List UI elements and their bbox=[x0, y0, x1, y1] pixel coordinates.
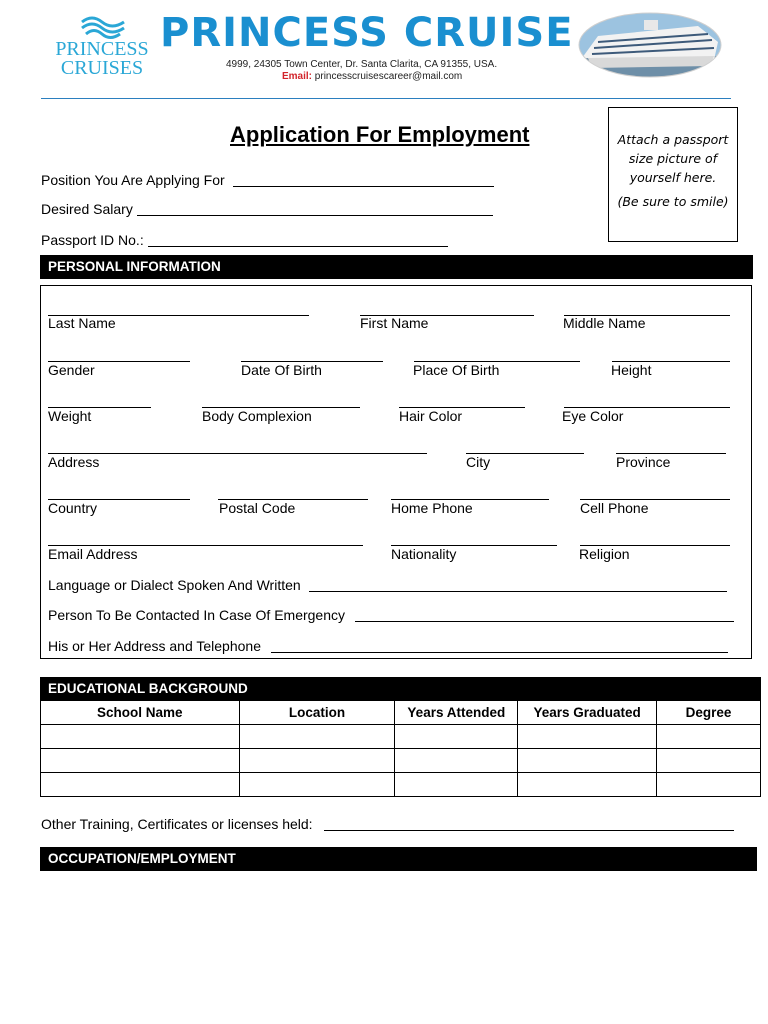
table-cell[interactable] bbox=[657, 725, 761, 749]
table-cell[interactable] bbox=[657, 773, 761, 797]
first-name-label: First Name bbox=[360, 315, 429, 331]
passport-label: Passport ID No.: bbox=[41, 232, 144, 248]
education-header-row bbox=[41, 701, 761, 725]
pob-label: Place Of Birth bbox=[413, 362, 500, 378]
email-label: Email: bbox=[282, 71, 313, 82]
cell-phone-label: Cell Phone bbox=[580, 500, 649, 516]
logo-text-line2: CRUISES bbox=[60, 57, 144, 79]
hair-color-label: Hair Color bbox=[399, 408, 463, 424]
dob-label: Date Of Birth bbox=[241, 362, 322, 378]
occupation-section-header: OCCUPATION/EMPLOYMENT bbox=[40, 847, 757, 871]
column-header: Years Attended bbox=[395, 701, 518, 725]
princess-cruises-logo bbox=[52, 14, 152, 80]
logo-wordmark bbox=[52, 40, 152, 78]
table-cell[interactable] bbox=[657, 749, 761, 773]
page-title: Application For Employment bbox=[230, 122, 530, 147]
other-training-line[interactable] bbox=[324, 830, 734, 831]
home-phone-label: Home Phone bbox=[391, 500, 473, 516]
address-line[interactable] bbox=[48, 453, 427, 454]
salary-input-line[interactable] bbox=[137, 215, 493, 216]
salary-field bbox=[41, 201, 133, 217]
emergency-contact-label: Person To Be Contacted In Case Of Emergency bbox=[48, 607, 346, 623]
education-table bbox=[40, 700, 761, 797]
table-cell[interactable] bbox=[395, 773, 518, 797]
province-label: Province bbox=[616, 454, 671, 470]
table-cell[interactable] bbox=[239, 725, 395, 749]
weight-label: Weight bbox=[48, 408, 92, 424]
table-row bbox=[41, 725, 761, 749]
passport-field bbox=[41, 232, 144, 248]
language-label: Language or Dialect Spoken And Written bbox=[48, 577, 301, 593]
nationality-label: Nationality bbox=[391, 546, 457, 562]
table-cell[interactable] bbox=[41, 749, 240, 773]
other-training-field bbox=[41, 816, 313, 832]
personal-info-box bbox=[40, 285, 752, 659]
table-cell[interactable] bbox=[41, 725, 240, 749]
company-address: 4999, 24305 Town Center, Dr. Santa Clarita, CA 91355, USA. bbox=[226, 59, 498, 70]
other-training-label: Other Training, Certificates or licenses held: bbox=[41, 816, 313, 832]
last-name-label: Last Name bbox=[48, 315, 116, 331]
table-cell[interactable] bbox=[395, 725, 518, 749]
personal-section-header: PERSONAL INFORMATION bbox=[40, 255, 753, 279]
photo-attachment-box bbox=[608, 107, 738, 242]
photo-instruction-line1: Attach a passport bbox=[617, 132, 729, 147]
gender-label: Gender bbox=[48, 362, 95, 378]
company-email bbox=[282, 71, 462, 82]
email-address-label: Email Address bbox=[48, 546, 138, 562]
eye-color-label: Eye Color bbox=[562, 408, 624, 424]
table-cell[interactable] bbox=[239, 749, 395, 773]
column-header: School Name bbox=[41, 701, 240, 725]
position-field bbox=[41, 172, 225, 188]
header-divider bbox=[41, 98, 731, 99]
position-input-line[interactable] bbox=[233, 186, 494, 187]
language-line[interactable] bbox=[309, 591, 727, 592]
table-cell[interactable] bbox=[518, 773, 657, 797]
position-label: Position You Are Applying For bbox=[41, 172, 225, 188]
column-header: Years Graduated bbox=[518, 701, 657, 725]
logo-text-line1: PRINCESS bbox=[55, 38, 149, 60]
column-header: Degree bbox=[657, 701, 761, 725]
cruise-ship-photo bbox=[578, 12, 722, 78]
city-label: City bbox=[466, 454, 491, 470]
table-row bbox=[41, 773, 761, 797]
postal-code-label: Postal Code bbox=[219, 500, 296, 516]
column-header: Location bbox=[239, 701, 395, 725]
emergency-contact-line[interactable] bbox=[355, 621, 734, 622]
table-row bbox=[41, 749, 761, 773]
email-value: princesscruisescareer@mail.com bbox=[314, 71, 463, 82]
salary-label: Desired Salary bbox=[41, 201, 133, 217]
table-cell[interactable] bbox=[239, 773, 395, 797]
photo-instruction-line3: yourself here. bbox=[629, 170, 717, 185]
middle-name-label: Middle Name bbox=[563, 315, 646, 331]
photo-instruction-note: (Be sure to smile) bbox=[617, 194, 729, 209]
complexion-label: Body Complexion bbox=[202, 408, 312, 424]
height-label: Height bbox=[611, 362, 652, 378]
table-cell[interactable] bbox=[518, 749, 657, 773]
table-cell[interactable] bbox=[41, 773, 240, 797]
religion-label: Religion bbox=[579, 546, 630, 562]
wave-logo-icon bbox=[80, 14, 126, 40]
address-label: Address bbox=[48, 454, 100, 470]
table-cell[interactable] bbox=[395, 749, 518, 773]
table-cell[interactable] bbox=[518, 725, 657, 749]
brand-title: PRINCESS CRUISE bbox=[160, 10, 574, 56]
passport-input-line[interactable] bbox=[148, 246, 448, 247]
photo-instruction-line2: size picture of bbox=[628, 151, 718, 166]
emergency-address-label: His or Her Address and Telephone bbox=[48, 638, 261, 654]
country-label: Country bbox=[48, 500, 98, 516]
education-section-header: EDUCATIONAL BACKGROUND bbox=[40, 677, 761, 701]
emergency-address-line[interactable] bbox=[271, 652, 728, 653]
